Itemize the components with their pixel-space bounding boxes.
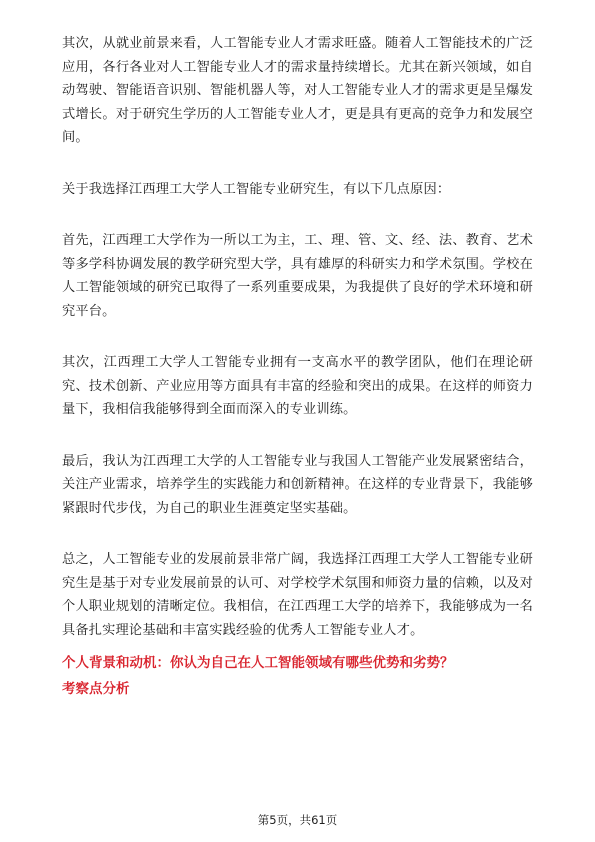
paragraph-employment-prospects: 其次，从就业前景来看，人工智能专业人才需求旺盛。随着人工智能技术的广泛应用，各行各业对人工智能专业人才的需求量持续增长。尤其在新兴领域，如自动驾驶、智能语音识别、智能机器人等，对人工智能专业人才的需求更是呈爆发式增长。对于研究生学历的人工智能专业人才，更是具有更高的竞争力和发展空间。 bbox=[62, 36, 533, 145]
paragraph-reasons-intro: 关于我选择江西理工大学人工智能专业研究生，有以下几点原因： bbox=[62, 181, 451, 197]
page-number: 第5页，共61页 bbox=[257, 813, 338, 827]
interview-question: 个人背景和动机：你认为自己在人工智能领域有哪些优势和劣势？ bbox=[62, 655, 454, 671]
paragraph-conclusion: 总之，人工智能专业的发展前景非常广阔，我选择江西理工大学人工智能专业研究生是基于对专业发展前景的认可、对学校学术氛围和师资力量的信赖，以及对个人职业规划的清晰定位。我相信，在江西理工大学的培养下，我能够成为一名具备扎实理论基础和丰富实践经验的优秀人工智能专业人才。 bbox=[62, 552, 533, 638]
analysis-subheading: 考察点分析 bbox=[62, 681, 130, 697]
document-body bbox=[62, 32, 533, 700]
paragraph-first-reason: 首先，江西理工大学作为一所以工为主，工、理、管、文、经、法、教育、艺术等多学科协调发展的教学研究型大学，具有雄厚的科研实力和学术氛围。学校在人工智能领域的研究已取得了一系列重要成果，为我提供了良好的学术环境和研究平台。 bbox=[62, 233, 533, 319]
paragraph-second-reason: 其次，江西理工大学人工智能专业拥有一支高水平的教学团队，他们在理论研究、技术创新、产业应用等方面具有丰富的经验和突出的成果。在这样的师资力量下，我相信我能够得到全面而深入的专业训练。 bbox=[62, 355, 533, 417]
paragraph-last-reason: 最后，我认为江西理工大学的人工智能专业与我国人工智能产业发展紧密结合，关注产业需求，培养学生的实践能力和创新精神。在这样的专业背景下，我能够紧跟时代步伐，为自己的职业生涯奠定坚实基础。 bbox=[62, 453, 533, 516]
